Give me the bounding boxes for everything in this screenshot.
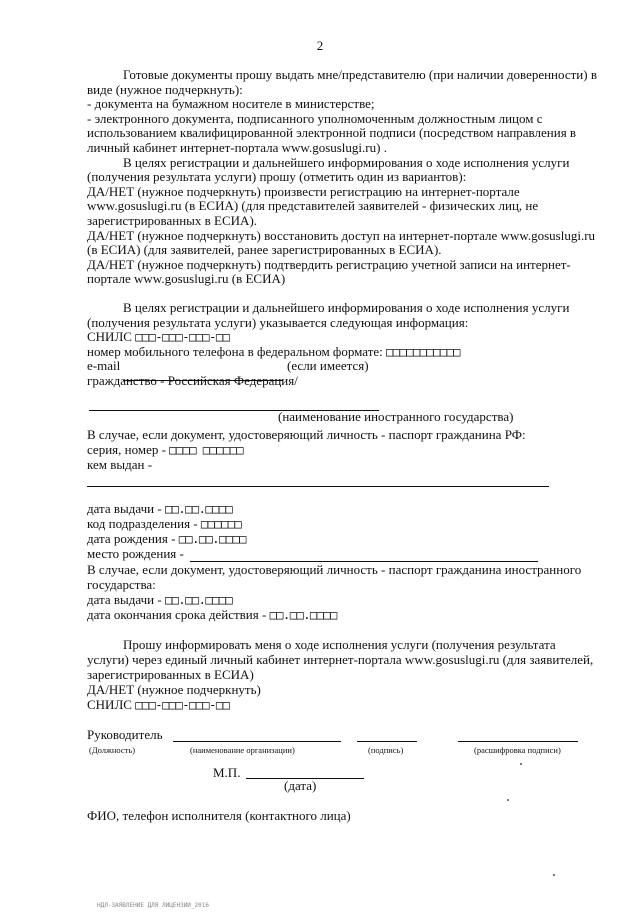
position-caption: (Должность) xyxy=(89,745,136,755)
info-line-1: В целях регистрации и дальнейшего информирования о ходе исполнения услуги xyxy=(123,299,570,315)
division-code-boxes: □□□□□□ xyxy=(200,517,242,531)
registration-option-confirm: ДА/НЕТ (нужное подчеркнуть) подтвердить регистрацию учетной записи на интернет- xyxy=(87,256,571,272)
delivery-line-1: Готовые документы прошу выдать мне/представителю (при наличии доверенности) в xyxy=(123,67,597,82)
inform-yes-no: ДА/НЕТ (нужное подчеркнуть) xyxy=(87,682,261,697)
birth-place-label: место рождения - xyxy=(87,546,184,561)
inform-snils-boxes: □□□-□□□-□□□-□□ xyxy=(135,698,230,712)
registration-option-register: ДА/НЕТ (нужное подчеркнуть) произвести регистрацию на интернет-портале xyxy=(87,183,520,199)
page-number: 2 xyxy=(316,38,324,53)
birth-date-boxes: □□.□□.□□□□ xyxy=(178,532,246,546)
email-note: (если имеется) xyxy=(287,358,369,374)
sign-underline xyxy=(357,741,417,742)
contact-person-label: ФИО, телефон исполнителя (контактного лица) xyxy=(87,808,351,823)
snils-boxes: □□□-□□□-□□□-□□ xyxy=(135,330,230,345)
inform-line-2: услуги) через единый личный кабинет интернет-портала www.gosuslugi.ru (для заявителей, xyxy=(87,652,594,667)
delivery-line-6: личный кабинет интернет-портала www.gosuslugi.ru) . xyxy=(87,139,387,155)
issue-date-boxes: □□.□□.□□□□ xyxy=(164,502,233,516)
org-underline xyxy=(173,741,341,742)
birth-date-row xyxy=(87,532,246,547)
issue-date-row xyxy=(87,502,232,517)
issued-by-underline xyxy=(87,486,549,487)
registration-line-9: портале www.gosuslugi.ru (в ЕСИА) xyxy=(87,271,286,287)
division-code-row xyxy=(87,517,241,532)
registration-line-7: (в ЕСИА) (для заявителей, ранее зарегистрированных в ЕСИА). xyxy=(87,242,442,258)
inform-line-3: зарегистрированных в ЕСИА) xyxy=(87,667,254,682)
registration-line-1: В целях регистрации и дальнейшего информирования о ходе исполнения услуги xyxy=(123,154,570,170)
phone-row xyxy=(87,345,592,360)
info-section xyxy=(87,301,592,389)
scan-speck xyxy=(520,763,522,765)
expiry-label: дата окончания срока действия - xyxy=(87,607,270,622)
series-row xyxy=(87,443,243,458)
scan-speck xyxy=(553,874,555,876)
delivery-line-5: использованием квалифицированной электронной подписи (посредством направления в xyxy=(87,125,577,141)
stamp-label: М.П. xyxy=(213,765,241,780)
division-code-label: код подразделения - xyxy=(87,516,201,531)
delivery-line-2: виде (нужное подчеркнуть): xyxy=(87,81,243,97)
phone-label: номер мобильного телефона в федеральном формате: xyxy=(87,343,387,359)
date-caption: (дата) xyxy=(284,778,317,793)
citizenship-row: гражданство - Российская Федерация/ xyxy=(87,372,298,388)
registration-option-restore: ДА/НЕТ (нужное подчеркнуть) восстановить доступ на интернет-портале www.gosuslugi.ru xyxy=(87,227,596,243)
foreign-issue-date-row xyxy=(87,593,232,608)
transcript-caption: (расшифровка подписи) xyxy=(474,745,561,755)
issue-date-label: дата выдачи - xyxy=(87,501,165,516)
expiry-boxes: □□.□□.□□□□ xyxy=(269,608,337,622)
foreign-passport-line-1: В случае, если документ, удостоверяющий личность - паспорт гражданина иностранного xyxy=(87,562,582,577)
inform-line-1: Прошу информировать меня о ходе исполнения услуги (получения результата xyxy=(123,637,556,652)
email-row xyxy=(87,359,592,374)
phone-boxes: □□□□□□□□□□□ xyxy=(386,344,461,359)
document-body xyxy=(87,67,597,388)
signature-head-label: Руководитель xyxy=(87,727,163,742)
inform-snils-row xyxy=(87,698,229,713)
scan-speck xyxy=(507,799,509,801)
snils-label: СНИЛС xyxy=(87,329,136,345)
inform-snils-label: СНИЛС xyxy=(87,697,136,712)
sign-caption: (подпись) xyxy=(368,745,404,755)
expiry-row xyxy=(87,608,337,623)
org-caption: (наименование организации) xyxy=(190,745,295,755)
delivery-option-paper: - документа на бумажном носителе в министерстве; xyxy=(87,96,375,112)
series-label: серия, номер - xyxy=(87,442,170,457)
snils-row xyxy=(87,330,592,345)
email-underline xyxy=(123,380,283,381)
registration-section xyxy=(87,154,596,287)
series-boxes: □□□□ □□□□□□ xyxy=(169,443,244,457)
registration-line-5: зарегистрированных в ЕСИА). xyxy=(87,212,258,228)
foreign-state-caption: (наименование иностранного государства) xyxy=(278,409,514,424)
registration-line-2: (получения результата услуги) прошу (отметить один из вариантов): xyxy=(87,169,467,185)
rf-passport-heading: В случае, если документ, удостоверяющий личность - паспорт гражданина РФ: xyxy=(87,427,526,442)
info-line-2: (получения результата услуги) указывается следующая информация: xyxy=(87,314,469,330)
delivery-option-electronic: - электронного документа, подписанного уполномоченным должностным лицом с xyxy=(87,110,543,126)
delivery-section xyxy=(87,67,597,156)
foreign-issue-date-label: дата выдачи - xyxy=(87,592,165,607)
issued-by-label: кем выдан - xyxy=(87,457,153,472)
registration-line-4: www.gosuslugi.ru (в ЕСИА) (для представителей заявителей - физических лиц, не xyxy=(87,198,539,214)
foreign-issue-date-boxes: □□.□□.□□□□ xyxy=(164,593,233,607)
birth-date-label: дата рождения - xyxy=(87,531,179,546)
transcript-underline xyxy=(458,741,578,742)
email-label: e-mail xyxy=(87,358,121,374)
foreign-passport-line-2: государства: xyxy=(87,577,156,592)
footer-filename: НДЛ-ЗАЯВЛЕНИЕ ДЛЯ ЛИЦЕНЗИИ_2016 xyxy=(97,902,209,909)
